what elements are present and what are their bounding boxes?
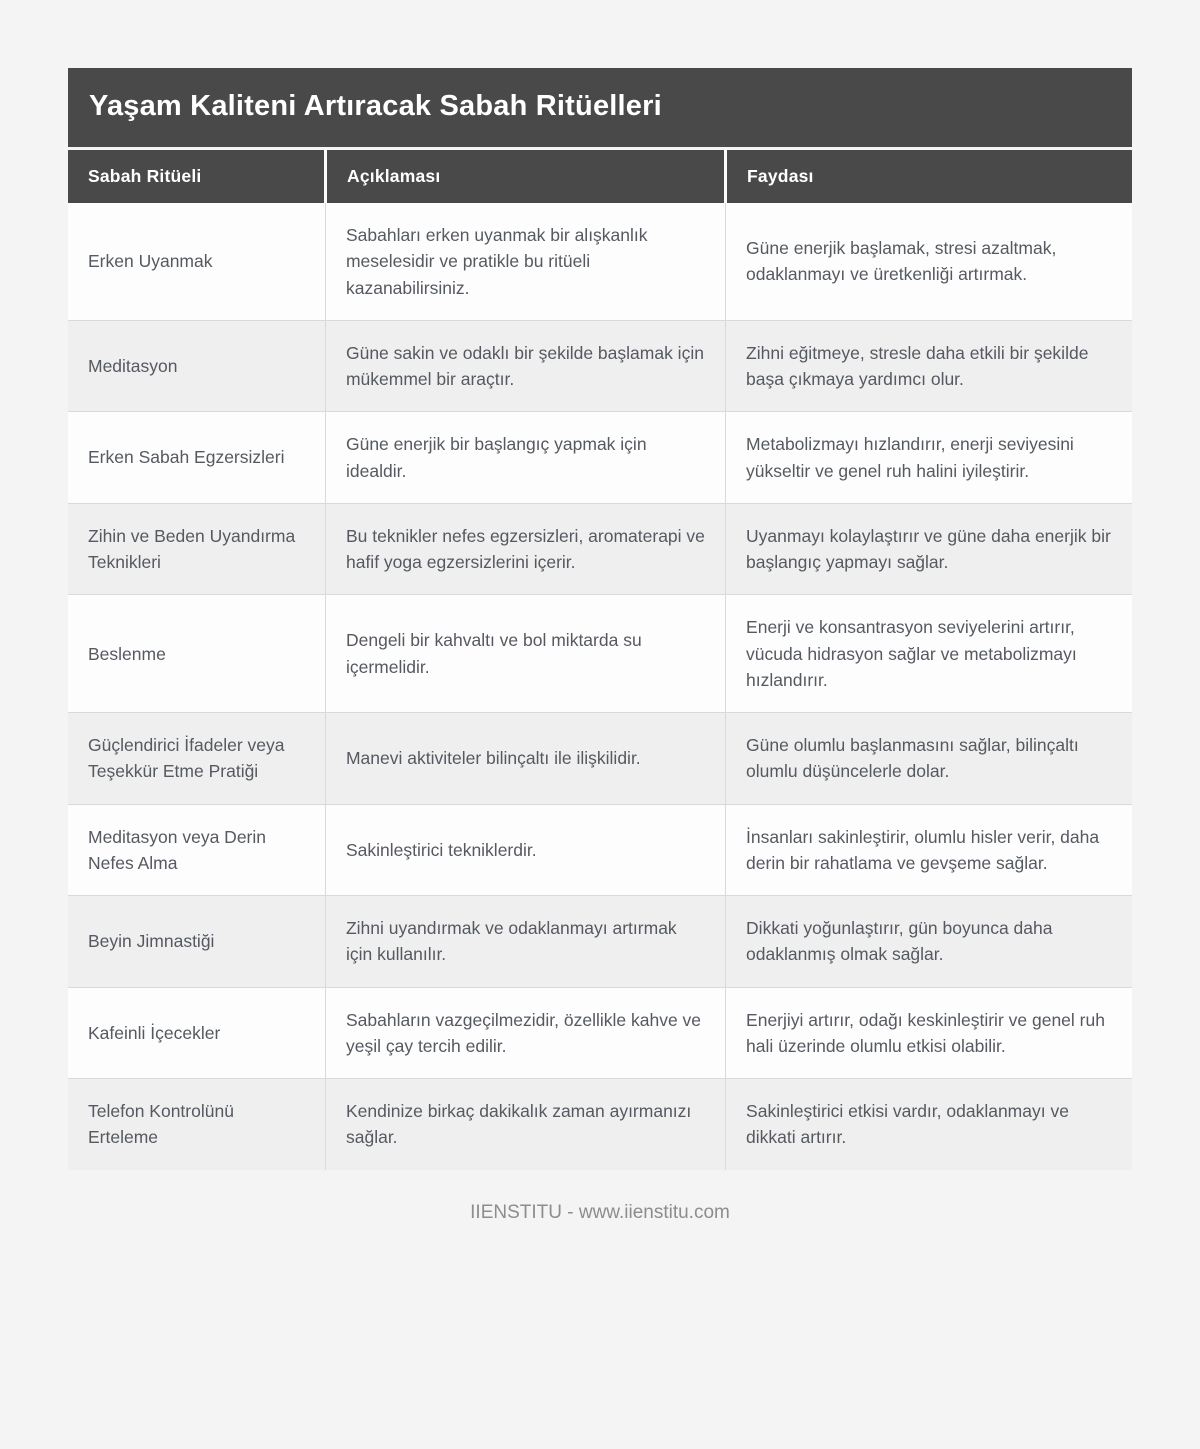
table-row — [68, 896, 1132, 988]
ritual-cell: Güçlendirici İfadeler veya Teşekkür Etme Pratiği — [68, 713, 325, 805]
ritual-cell: Meditasyon veya Derin Nefes Alma — [68, 804, 325, 896]
ritual-cell: Telefon Kontrolünü Erteleme — [68, 1079, 325, 1170]
benefit-cell: Uyanmayı kolaylaştırır ve güne daha enerjik bir başlangıç yapmayı sağlar. — [726, 503, 1132, 595]
description-cell: Sakinleştirici tekniklerdir. — [325, 804, 725, 896]
footer-credit: IIENSTITU - www.iienstitu.com — [470, 1201, 730, 1223]
table-row — [68, 1079, 1132, 1170]
benefit-cell: Enerjiyi artırır, odağı keskinleştirir ve genel ruh hali üzerinde olumlu etkisi olabilir. — [726, 987, 1132, 1079]
benefit-cell: Zihni eğitmeye, stresle daha etkili bir şekilde başa çıkmaya yardımcı olur. — [726, 320, 1132, 412]
column-header-benefit: Faydası — [726, 150, 1132, 203]
header-row — [68, 150, 1132, 203]
table-header — [68, 150, 1132, 203]
ritual-cell: Zihin ve Beden Uyandırma Teknikleri — [68, 503, 325, 595]
table-row — [68, 713, 1132, 805]
table-row — [68, 987, 1132, 1079]
description-cell: Güne sakin ve odaklı bir şekilde başlamak için mükemmel bir araçtır. — [325, 320, 725, 412]
rituals-table-container — [68, 68, 1132, 1170]
description-cell: Bu teknikler nefes egzersizleri, aromaterapi ve hafif yoga egzersizlerini içerir. — [325, 503, 725, 595]
description-cell: Dengeli bir kahvaltı ve bol miktarda su içermelidir. — [325, 595, 725, 713]
description-cell: Zihni uyandırmak ve odaklanmayı artırmak için kullanılır. — [325, 896, 725, 988]
ritual-cell: Erken Sabah Egzersizleri — [68, 412, 325, 504]
ritual-cell: Beyin Jimnastiği — [68, 896, 325, 988]
description-cell: Kendinize birkaç dakikalık zaman ayırmanızı sağlar. — [325, 1079, 725, 1170]
table-row — [68, 203, 1132, 320]
column-header-description: Açıklaması — [325, 150, 725, 203]
ritual-cell: Meditasyon — [68, 320, 325, 412]
table-row — [68, 412, 1132, 504]
benefit-cell: Dikkati yoğunlaştırır, gün boyunca daha odaklanmış olmak sağlar. — [726, 896, 1132, 988]
benefit-cell: Sakinleştirici etkisi vardır, odaklanmayı ve dikkati artırır. — [726, 1079, 1132, 1170]
description-cell: Sabahları erken uyanmak bir alışkanlık meselesidir ve pratikle bu ritüeli kazanabilirsiniz. — [325, 203, 725, 320]
ritual-cell: Kafeinli İçecekler — [68, 987, 325, 1079]
description-cell: Güne enerjik bir başlangıç yapmak için idealdir. — [325, 412, 725, 504]
page-title: Yaşam Kaliteni Artıracak Sabah Ritüelleri — [68, 68, 1132, 147]
description-cell: Manevi aktiviteler bilinçaltı ile ilişkilidir. — [325, 713, 725, 805]
table-body — [68, 203, 1132, 1170]
rituals-table — [68, 150, 1132, 1170]
table-row — [68, 804, 1132, 896]
ritual-cell: Erken Uyanmak — [88, 251, 213, 272]
table-row — [68, 595, 1132, 713]
description-cell: Sabahların vazgeçilmezidir, özellikle kahve ve yeşil çay tercih edilir. — [325, 987, 725, 1079]
table-row — [68, 503, 1132, 595]
column-header-ritual: Sabah Ritüeli — [68, 150, 325, 203]
benefit-cell: Güne enerjik başlamak, stresi azaltmak, odaklanmayı ve üretkenliği artırmak. — [726, 203, 1132, 320]
benefit-cell: Enerji ve konsantrasyon seviyelerini artırır, vücuda hidrasyon sağlar ve metabolizmayı hızlandırır. — [726, 595, 1132, 713]
benefit-cell: Metabolizmayı hızlandırır, enerji seviyesini yükseltir ve genel ruh halini iyileştirir. — [726, 412, 1132, 504]
ritual-cell: Beslenme — [68, 595, 325, 713]
table-row — [68, 320, 1132, 412]
benefit-cell: Güne olumlu başlanmasını sağlar, bilinçaltı olumlu düşüncelerle dolar. — [726, 713, 1132, 805]
benefit-cell: İnsanları sakinleştirir, olumlu hisler verir, daha derin bir rahatlama ve gevşeme sağlar. — [726, 804, 1132, 896]
